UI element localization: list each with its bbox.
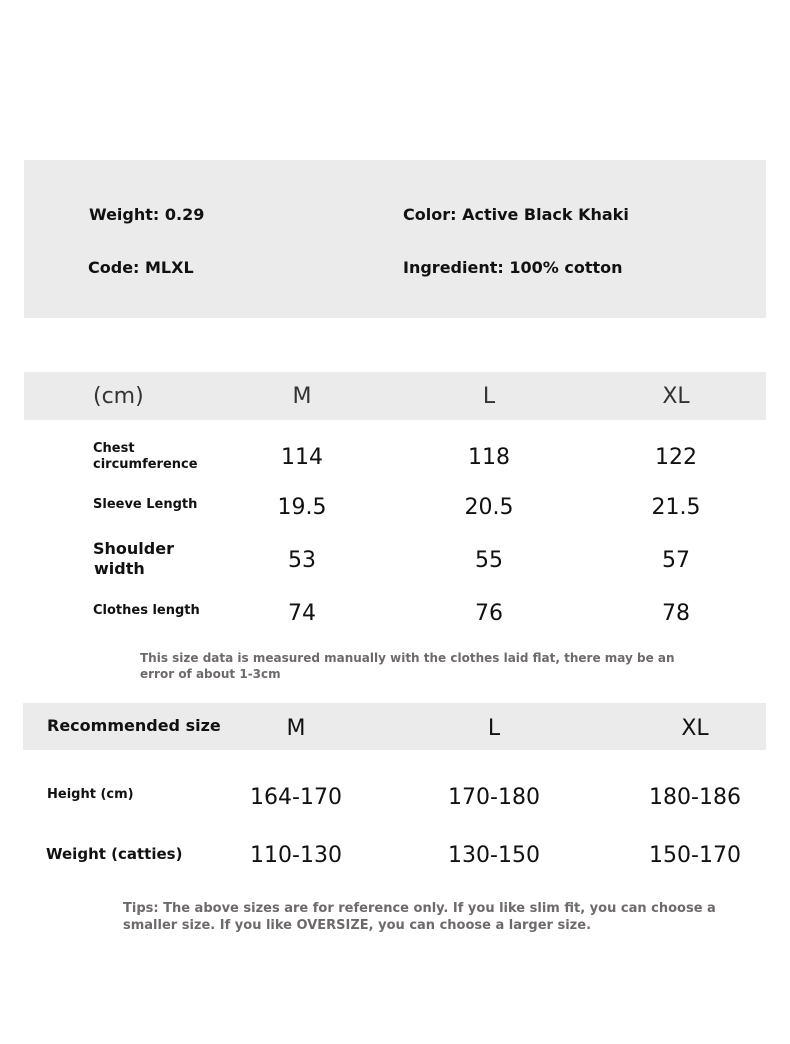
weight-xl: 150-170 xyxy=(649,843,741,868)
chest-m: 114 xyxy=(281,445,323,470)
tips-note: Tips: The above sizes are for reference only. If you like slim fit, you can choose a smaller size. If you like OVERSIZE, you can choose a larger size. xyxy=(123,901,716,933)
unit-header: (cm) xyxy=(93,384,144,409)
row-label-height: Height (cm) xyxy=(47,787,134,802)
row-label-shoulder: Shoulder width xyxy=(93,539,174,578)
recommended-size-header: Recommended size xyxy=(47,716,221,735)
weight-l: 130-150 xyxy=(448,843,540,868)
row-label-chest: Chest circumference xyxy=(93,441,198,472)
chest-xl: 122 xyxy=(655,445,697,470)
recommend-header-l: L xyxy=(487,716,501,741)
color-info: Color: Active Black Khaki xyxy=(403,205,629,224)
shoulder-m: 53 xyxy=(288,548,316,573)
row-label-clothes-length: Clothes length xyxy=(93,603,200,618)
sleeve-m: 19.5 xyxy=(277,495,327,520)
sleeve-xl: 21.5 xyxy=(651,495,701,520)
length-m: 74 xyxy=(288,601,316,626)
sleeve-l: 20.5 xyxy=(464,495,514,520)
size-header-xl: XL xyxy=(662,384,690,409)
row-label-sleeve: Sleeve Length xyxy=(93,497,198,512)
height-xl: 180-186 xyxy=(649,785,741,810)
size-header-l: L xyxy=(482,384,496,409)
height-l: 170-180 xyxy=(448,785,540,810)
recommend-header-xl: XL xyxy=(681,716,709,741)
size-header-m: M xyxy=(292,384,312,409)
row-label-weight: Weight (catties) xyxy=(46,845,183,863)
height-m: 164-170 xyxy=(250,785,342,810)
shoulder-xl: 57 xyxy=(662,548,690,573)
shoulder-l: 55 xyxy=(475,548,503,573)
length-xl: 78 xyxy=(662,601,690,626)
weight-info: Weight: 0.29 xyxy=(89,205,205,224)
ingredient-info: Ingredient: 100% cotton xyxy=(403,258,623,277)
chest-l: 118 xyxy=(468,445,510,470)
measurement-note: This size data is measured manually with the clothes laid flat, there may be an error of about 1-3cm xyxy=(140,651,675,681)
product-info-box xyxy=(24,160,766,318)
recommend-header-m: M xyxy=(286,716,306,741)
length-l: 76 xyxy=(475,601,503,626)
code-info: Code: MLXL xyxy=(88,258,194,277)
weight-m: 110-130 xyxy=(250,843,342,868)
